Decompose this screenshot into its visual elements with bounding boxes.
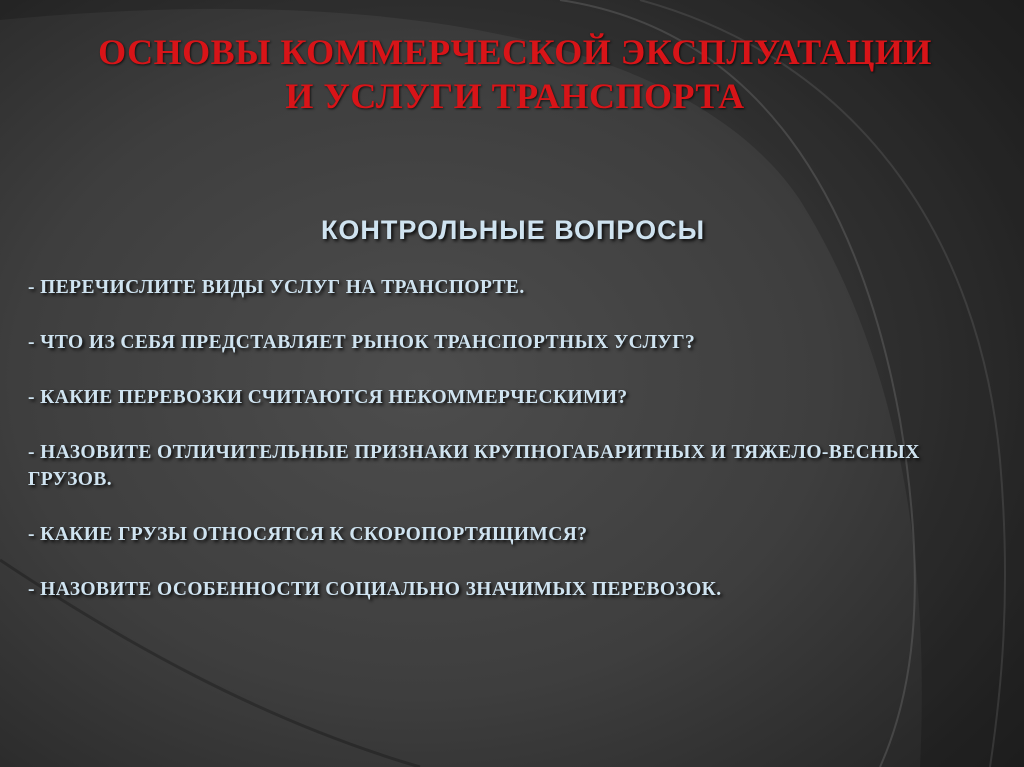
question-item: - ЧТО ИЗ СЕБЯ ПРЕДСТАВЛЯЕТ РЫНОК ТРАНСПОРТНЫХ УСЛУГ?	[28, 332, 696, 353]
section-heading: КОНТРОЛЬНЫЕ ВОПРОСЫ	[320, 215, 706, 245]
question-item: - НАЗОВИТЕ ОТЛИЧИТЕЛЬНЫЕ ПРИЗНАКИ КРУПНОГАБАРИТНЫХ И ТЯЖЕЛО-ВЕСНЫХ ГРУЗОВ.	[28, 442, 920, 490]
questions-section	[28, 212, 988, 631]
question-item: - КАКИЕ ПЕРЕВОЗКИ СЧИТАЮТСЯ НЕКОММЕРЧЕСКИМИ?	[28, 387, 628, 408]
question-item: - НАЗОВИТЕ ОСОБЕННОСТИ СОЦИАЛЬНО ЗНАЧИМЫХ ПЕРЕВОЗОК.	[28, 579, 722, 600]
title-line: ОСНОВЫ КОММЕРЧЕСКОЙ ЭКСПЛУАТАЦИИ	[98, 32, 932, 72]
slide-title	[40, 30, 990, 118]
question-item: - ПЕРЕЧИСЛИТЕ ВИДЫ УСЛУГ НА ТРАНСПОРТЕ.	[28, 277, 525, 298]
question-item: - КАКИЕ ГРУЗЫ ОТНОСЯТСЯ К СКОРОПОРТЯЩИМСЯ?	[28, 524, 588, 545]
title-line: И УСЛУГИ ТРАНСПОРТА	[285, 76, 745, 116]
